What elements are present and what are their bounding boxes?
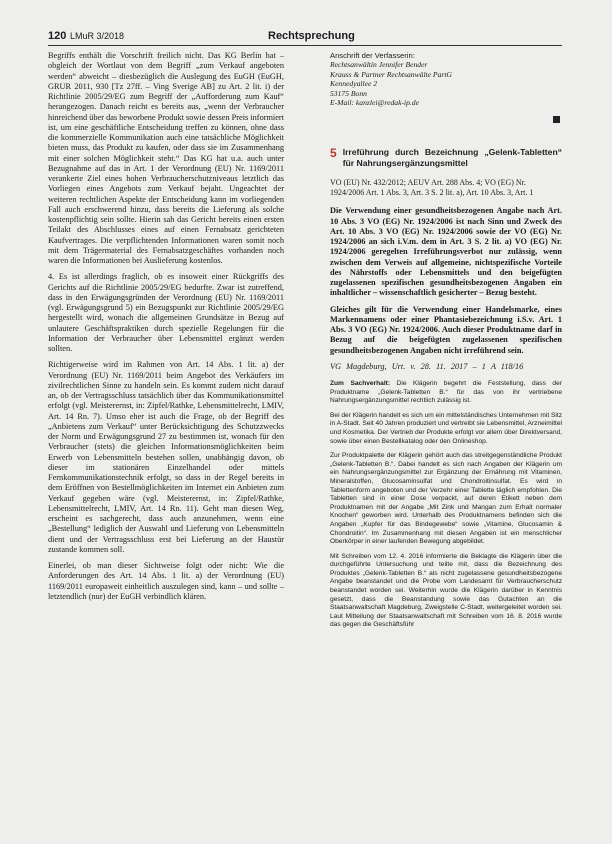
facts-text: Die Klägerin begehrt die Feststellung, dass der Produktname „Gelenk-Tabletten B.“ für das von ihr vertriebene Nahrungsergänzungsmittel rechtlich zulässig ist.: [330, 380, 562, 405]
case-title: Irreführung durch Bezeichnung „Gelenk-Tabletten“ für Nahrungsergänzungsmittel: [342, 147, 562, 168]
statute-references: VO (EU) Nr. 432/2012; AEUV Art. 288 Abs. 4; VO (EG) Nr. 1924/2006 Art. 1 Abs. 3, Art. 3 S. 2 lit. a), Art. 10 Abs. 3, Art. 1: [330, 178, 534, 198]
author-name: Rechtsanwältin Jennifer Bender: [330, 60, 428, 70]
paragraph: 4. Es ist allerdings fraglich, ob es insoweit einer Rückgriffs des Gerichts auf die Richtlinie 2005/29/EG bedurfte. Zwar ist zutreffend, dass in den Erwägungsgründen der Verordnung (EU) Nr. 1169/2011 (vgl. Erwägungsgrund 5) ein Bezugspunkt zur Richtlinie 2005/29/EG hergestellt wird, wonach die allgemeinen Grundsätze in Bezug auf unlautere Geschäftspraktiken durch spezielle Regelungen für die Information der Verbraucher über Lebensmittel ergänzt werden sollten.: [48, 272, 284, 353]
case-number: 5: [330, 146, 337, 161]
author-street: Kennedyallee 2: [330, 79, 378, 89]
headnote: Gleiches gilt für die Verwendung einer Handelsmarke, eines Markennamens oder einer Phantasiebezeichnung i.S.v. Art. 1 Abs. 3 VO (EG) Nr. 1924/2006. Auch dieser Produktname darf in Bezug auf die beigefügten zugelassenen spezifischen gesundheitsbezogenen Angaben nicht irreführend sein.: [330, 304, 562, 355]
section-title: Rechtsprechung: [268, 30, 355, 42]
facts-lead: Zum Sachverhalt:: [330, 380, 391, 387]
page-number: 120: [48, 30, 67, 42]
header-rule: [48, 45, 562, 46]
case-heading: [330, 147, 562, 168]
journal-name: LMuR 3/2018: [70, 31, 125, 41]
facts-paragraph: Zur Produktpalette der Klägerin gehört auch das streitgegenständliche Produkt „Gelenk-Tabletten B.“. Dabei handelt es sich nach Angaben der Klägerin um ein Nahrungsergänzungsmittel zur Ergänzung der Ernährung mit Vitaminen, Mineralstoffen, Glucosaminsulfat und Chondroitinsulfat. Es wird in Tablettenform angeboten und der Verzehr einer Tablette täglich empfohlen. Die Tabletten sind in einer Dose verpackt, auf deren Etikett neben dem Produktnamen mit der Angabe „Mit Zink und Mangan zum Erhalt normaler Knochen“ geworben wird. Unterhalb des Produktnamens befinden sich die Angaben „Kupfer für das Bindegewebe“ sowie „Vitamine, Glucosamin & Chondroitin“. Im Zusammenhang mit diesen Angaben ist ein menschlicher Oberkörper in einer laufenden Bewegung abgebildet.: [330, 452, 562, 546]
facts-paragraph: Bei der Klägerin handelt es sich um ein mittelständisches Unternehmen mit Sitz in A-Stadt. Seit 40 Jahren produziert und vertreibt sie Lebensmittel, Arzneimittel und Kosmetika. Der Vertrieb der Produkte erfolgt vor allem über Direktversand, sowie über einen Bestellkatalog oder den Onlineshop.: [330, 411, 562, 445]
author-email[interactable]: E-Mail: kanzlei@redak-ip.de: [330, 98, 419, 108]
court-citation: VG Magdeburg, Urt. v. 28. 11. 2017 – 1 A 118/16: [330, 361, 524, 371]
author-firm: Krauss & Partner Rechtsanwälte PartG: [330, 69, 452, 79]
facts-paragraph: Mit Schreiben vom 12. 4. 2016 informierte die Beklagte die Klägerin über die durchgeführte Untersuchung und teilte mit, dass die Bezeichnung des Produktes „Gelenk-Tabletten B.“ als nicht zugelassene gesundheitsbezogene Angabe beanstandet und die Probe vom Landesamt für Verbraucherschutz beanstandet worden sei. Weiterhin wurde die Klägerin darüber in Kenntnis gesetzt, dass die Beanstandung sowie das Gutachten an die Staatsanwaltschaft Magdeburg, Zweigstelle C-Stadt, weitergeleitet worden sei. Laut Mitteilung der Staatsanwaltschaft mit Schreiben vom 16. 8. 2016 wurde das gegen die Geschäftsführ: [330, 552, 562, 629]
left-column: [48, 51, 284, 824]
author-city: 53175 Bonn: [330, 88, 367, 98]
author-address-label: Anschrift der Verfasserin:: [330, 51, 415, 60]
facts-paragraph: [330, 380, 562, 406]
right-column: [330, 51, 562, 824]
headnote: Die Verwendung einer gesundheitsbezogenen Angabe nach Art. 10 Abs. 3 VO (EG) Nr. 1924/2006 ist nach Sinn und Zweck des Art. 10 Abs. 3 VO (EG) Nr. 1924/2006 sowie der VO (EG) Nr. 1924/2006 an sich i.V.m. dem in Art. 3 S. 2 lit. a) VO (EG) Nr. 1924/2006 geregelten Irreführungsverbot nur zulässig, wenn zwischen dem Verweis auf allgemeine, nichtspezifische Vorteile des Nährstoffs oder Lebensmittels und den beigefügten zugelassenen spezifischen gesundheitsbezogenen Angaben ein inhaltlicher – wissenschaftlich gesicherter – Bezug besteht.: [330, 206, 562, 298]
paragraph: Richtigerweise wird im Rahmen von Art. 14 Abs. 1 lit. a) der Verordnung (EU) Nr. 1169/2011 beim Angebot des Verkäufers im zivilrechtlichen Sinne zu handeln sein. Es kommt zudem nicht darauf an, ob der Vertragsschluss tatsächlich über das Kommunikationsmittel erfolgt (vgl. Meisterernst, in: Zipfel/Rathke, Lebensmittelrecht, LMIV, Art. 14 Rn. 7). Umso eher ist auch die Frage, ob der Begriff des „Anbietens zum Verkauf“ unter Berücksichtigung des Schutzzwecks der Norm und Erwägungsgrund 27 zu bestimmen ist, wonach für den Verbraucher (stets) die gleichen Informationsmöglichkeiten beim Erwerb von Lebensmitteln bestehen sollen, unabhängig davon, ob dieser im stationären Einzelhandel oder mittels Fernkommunikationstechnik erfolgt, so dass in der Regel bereits in dem Eröffnen von Bestellmöglichkeiten im Internet ein Anbieten zum Verkauf gegeben wäre (vgl. Meisterernst, in: Zipfel/Rathke, Lebensmittelrecht, LMIV, Art. 14 Rn. 11). Geht man diesen Weg, erscheint es sachgerecht, dass auch anzunehmen, wenn eine „Bestellung“ lediglich der Auswahl und Lieferung von Lebensmitteln dient und der Vertragsschluss erst bei Lieferung an der Haustür zustande kommen soll.: [48, 360, 284, 554]
facts-section: [330, 380, 562, 630]
paragraph: Begriffs enthält die Vorschrift freilich nicht. Das KG Berlin hat – obgleich der Wortlaut von dem Begriff „zum Verkauf angeboten werden“ abweicht – diesbezüglich die Auslegung des EuGH (EuGH, GRUR 2011, 930 [Tz 27ff. – Ving Sverige AB] zu Art. 2 lit. i) der Richtlinie 2005/29/EG zum Begriff der „Aufforderung zum Kauf“ herangezogen. Danach reicht es bereits aus, „wenn der Verbraucher hinreichend über das beworbene Produkt sowie dessen Preis informiert ist, um eine geschäftliche Entscheidung treffen zu können, ohne dass die kommerzielle Kommunikation auch eine tatsächliche Möglichkeit bieten muss, das Produkt zu kaufen, oder dass sie im Zusammenhang mit einer solchen Möglichkeit steht.“ Das KG hat u.a. auch unter Bezugnahme auf das in Art. 1 der Verordnung (EU) Nr. 1169/2011 verankerte Ziel eines hohen Verbraucherschutzniveaus letztlich das Vorliegen eines Angebots zum Verkauf bejaht. Ungeachtet der weiteren rechtlichen Aspekte der Entscheidung kann im vorliegenden Fall auch erschwerend hinzu, dass bereits die Lieferung als solche kostenpflichtig sein sollte. Hierin sah das Gericht bereits einen ersten Teilakt des Abschlusses eines auf einen Fernabsatz gerichteten Kaufvertrages. Die verpflichtenden Informationen waren somit noch mit dem Trägermaterial des Fernabsatzgeschäftes vorhanden noch waren die Informationen bei Auslieferung kostenlos.: [48, 51, 284, 265]
paragraph: Einerlei, ob man dieser Sichtweise folgt oder nicht: Wie die Anforderungen des Art. 14 Abs. 1 lit. a) der Verordnung (EU) 1169/2011 europaweit einheitlich auszulegen sind, kann – und sollte – letztendlich (nur) der EuGH verbindlich klären.: [48, 561, 284, 601]
author-address: [330, 51, 562, 107]
